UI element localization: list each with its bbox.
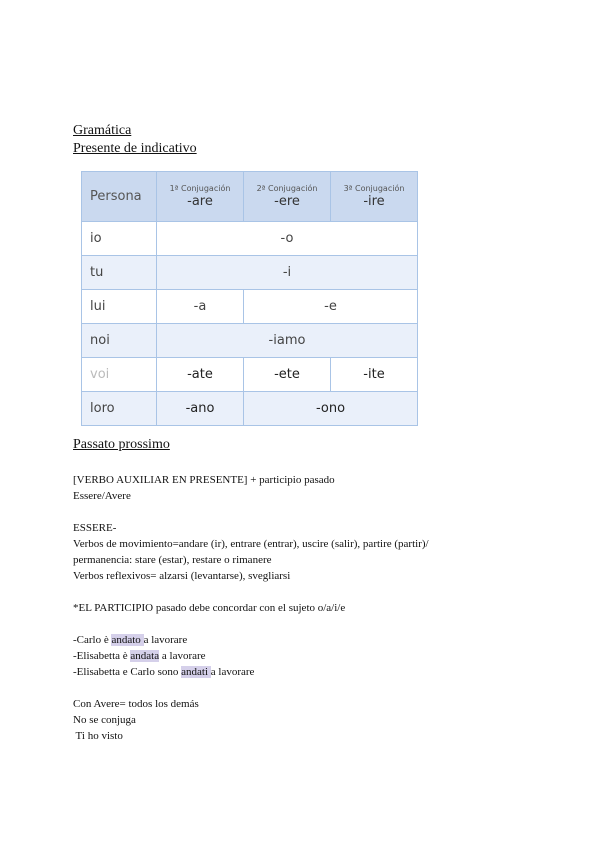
header-conj-2-label: 2ª Conjugación (256, 184, 318, 193)
ending-lui-ere-ire: -e (244, 290, 418, 324)
example-1 (73, 632, 187, 648)
header-conj-3 (331, 172, 418, 222)
heading-presente-indicativo: Presente de indicativo (73, 141, 197, 156)
ending-voi-ire: -ite (331, 358, 418, 392)
ending-io: -o (157, 222, 418, 256)
header-persona: Persona (82, 172, 157, 222)
example-2-post: a lavorare (159, 650, 206, 662)
ending-voi-are: -ate (157, 358, 244, 392)
example-3 (73, 664, 254, 680)
persona-voi: voi (82, 358, 157, 392)
example-2 (73, 648, 206, 664)
example-1-pre: -Carlo è (73, 634, 112, 646)
example-3-post: a lavorare (210, 666, 255, 678)
persona-noi: noi (82, 324, 157, 358)
note-no-se-conjuga: No se conjuga (73, 714, 136, 726)
note-ti-ho-visto: Ti ho visto (73, 730, 123, 742)
header-conj-2-ending: -ere (274, 194, 300, 209)
example-2-highlight: andata (130, 650, 160, 662)
table-row-tu (82, 256, 418, 290)
header-conj-3-ending: -ire (363, 194, 385, 209)
note-verbos-reflexivos: Verbos reflexivos= alzarsi (levantarse), svegliarsi (73, 570, 291, 582)
table-row-noi (82, 324, 418, 358)
ending-voi-ere: -ete (244, 358, 331, 392)
header-conj-1 (157, 172, 244, 222)
note-auxiliar-formula: [VERBO AUXILIAR EN PRESENTE] + participio pasado (73, 474, 335, 486)
note-essere-title: ESSERE- (73, 522, 117, 534)
note-permanencia: permanencia: stare (estar), restare o rimanere (73, 554, 272, 566)
ending-loro-ere-ire: -ono (244, 392, 418, 426)
ending-lui-are: -a (157, 290, 244, 324)
ending-loro-are: -ano (157, 392, 244, 426)
header-conj-1-label: 1ª Conjugación (169, 184, 231, 193)
table-header-row (82, 172, 418, 222)
header-conj-1-ending: -are (187, 194, 213, 209)
header-conj-2 (244, 172, 331, 222)
example-3-pre: -Elisabetta e Carlo sono (73, 666, 182, 678)
persona-lui: lui (82, 290, 157, 324)
heading-passato-prossimo: Passato prossimo (73, 437, 170, 452)
persona-loro: loro (82, 392, 157, 426)
example-2-pre: -Elisabetta è (73, 650, 131, 662)
conjugation-table (81, 171, 418, 426)
example-3-highlight: andati (181, 666, 211, 678)
header-conj-3-label: 3ª Conjugación (343, 184, 405, 193)
table-row-voi (82, 358, 418, 392)
ending-noi: -iamo (157, 324, 418, 358)
table-row-lui (82, 290, 418, 324)
heading-gramatica: Gramática (73, 123, 132, 138)
note-con-avere: Con Avere= todos los demás (73, 698, 199, 710)
note-verbos-movimiento: Verbos de movimiento=andare (ir), entrare (entrar), uscire (salir), partire (partir)/ (73, 538, 429, 550)
example-1-post: a lavorare (143, 634, 188, 646)
note-participio: *EL PARTICIPIO pasado debe concordar con el sujeto o/a/i/e (73, 602, 346, 614)
persona-tu: tu (82, 256, 157, 290)
table-row-io (82, 222, 418, 256)
example-1-highlight: andato (111, 634, 144, 646)
ending-tu: -i (157, 256, 418, 290)
persona-io: io (82, 222, 157, 256)
table-row-loro (82, 392, 418, 426)
note-essere-avere: Essere/Avere (73, 490, 131, 502)
